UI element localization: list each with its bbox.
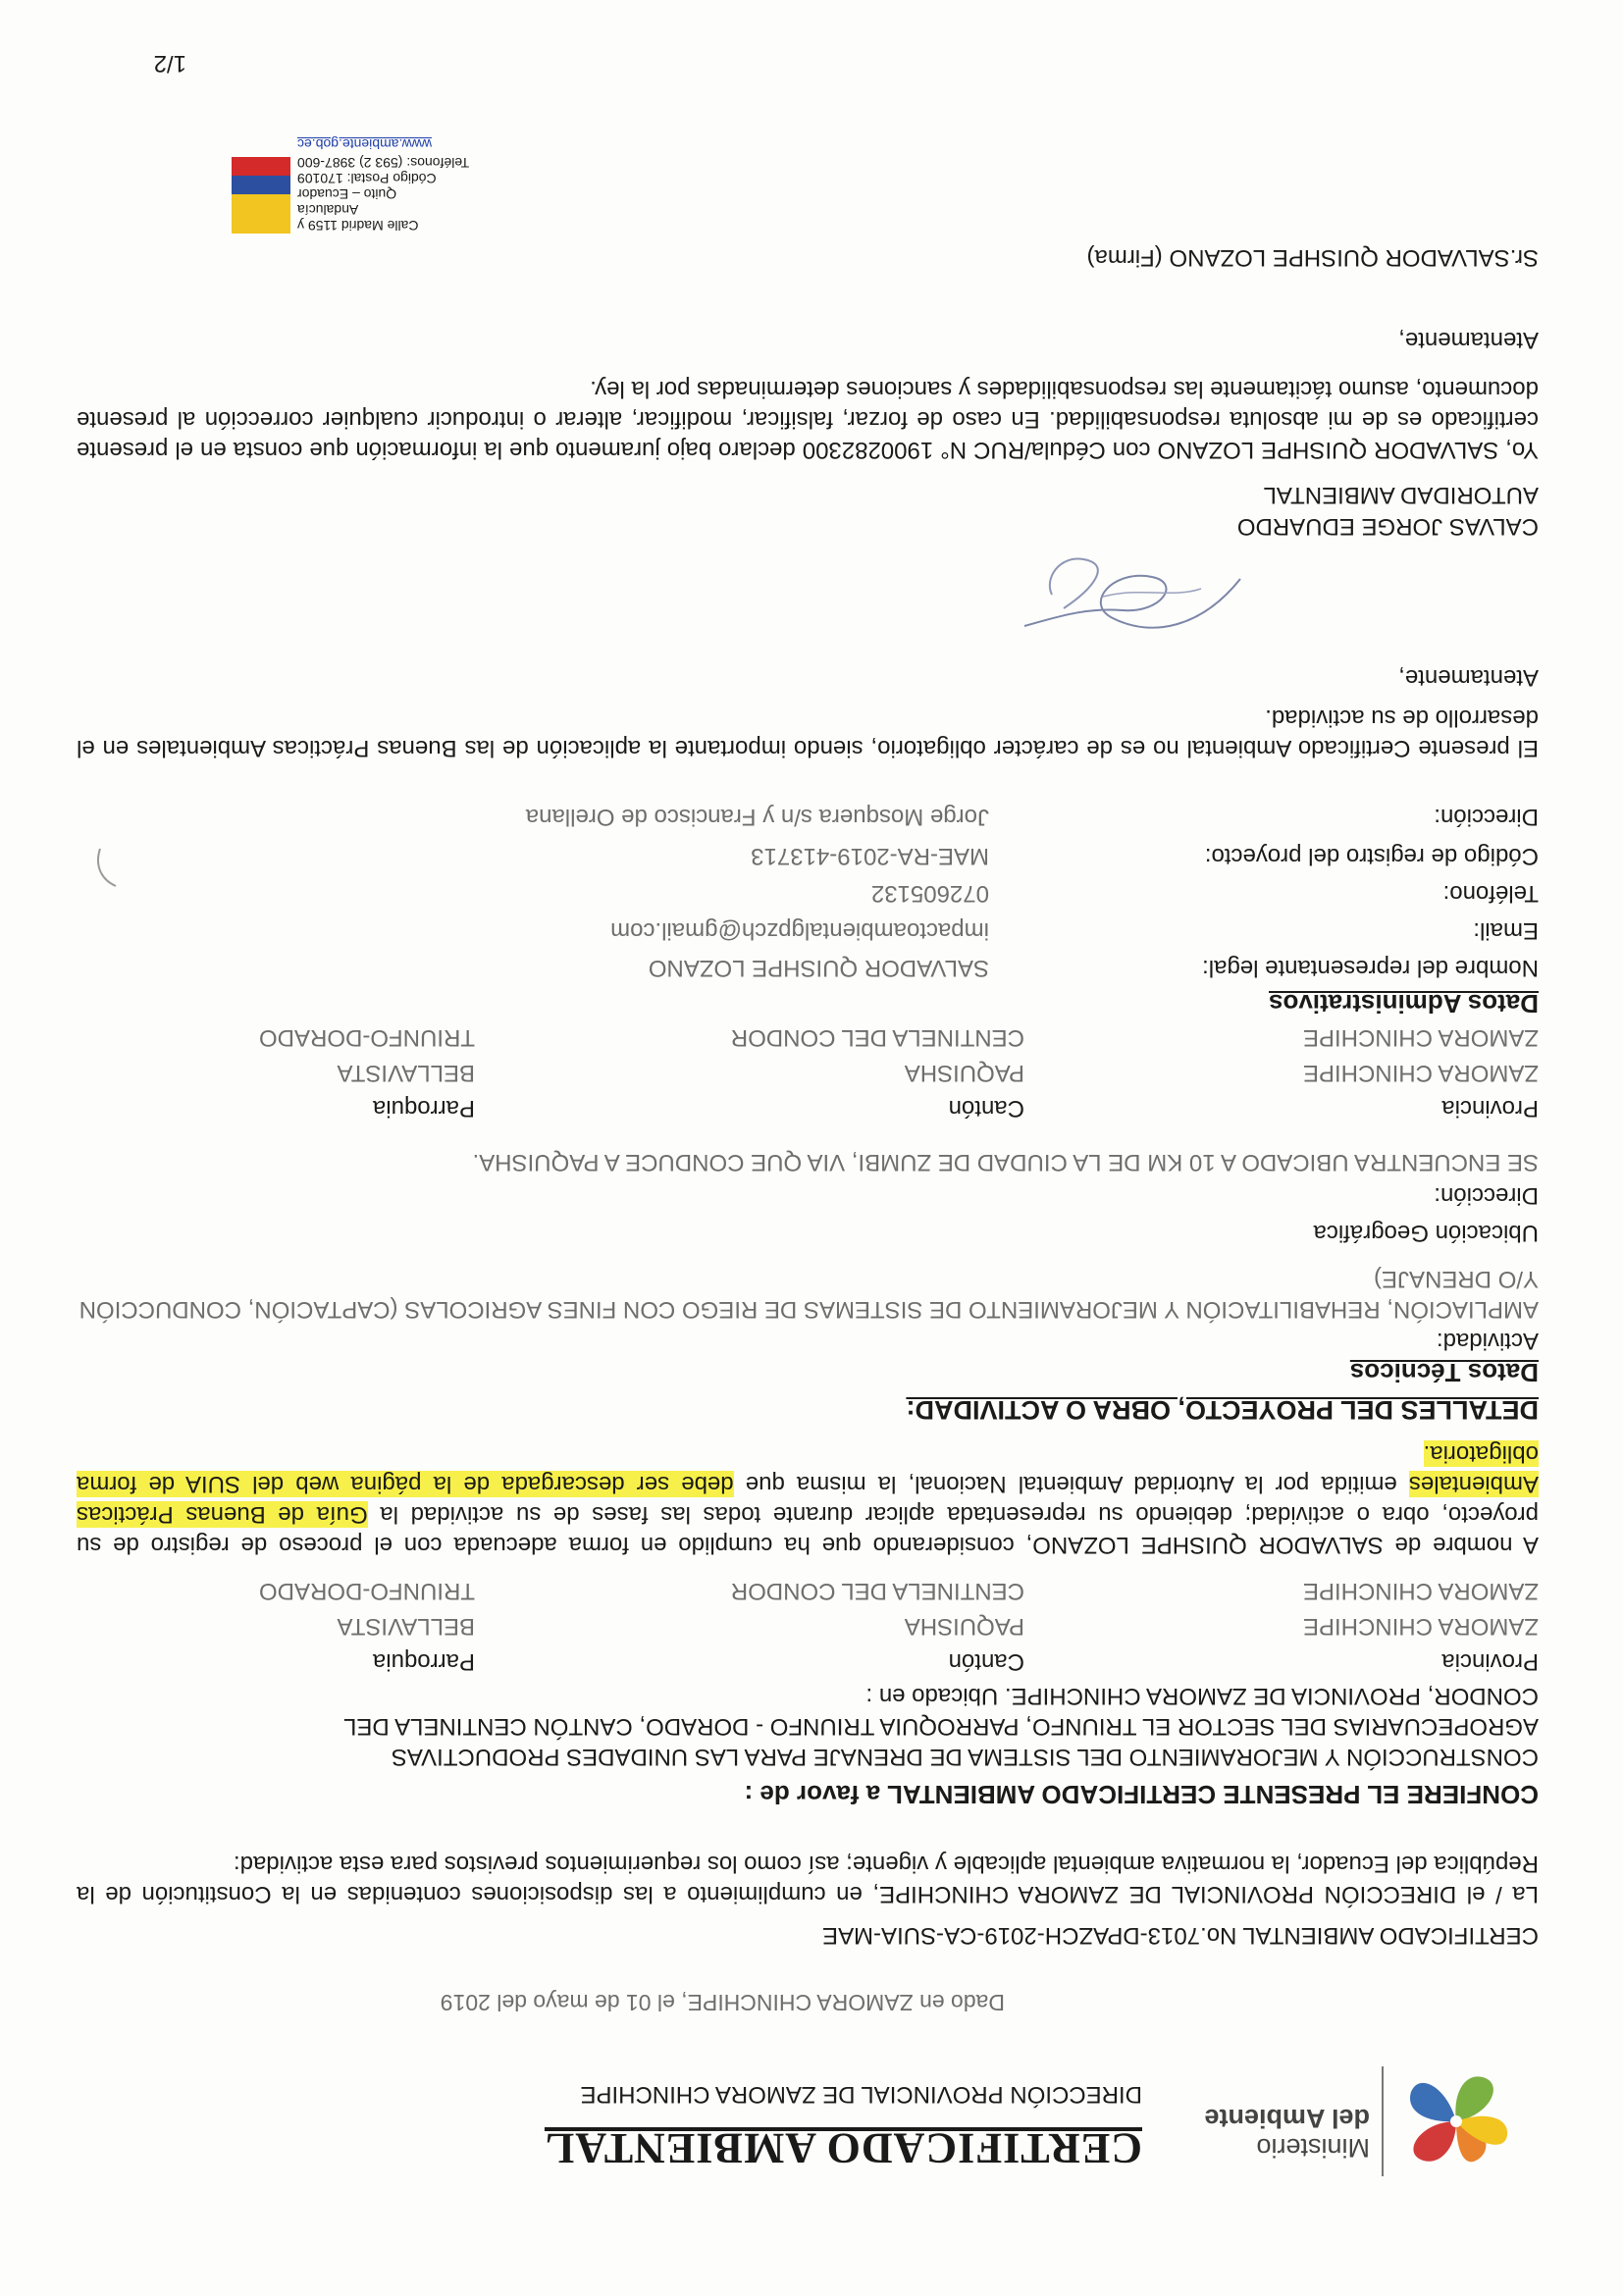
address-value: Jorge Mosquera s/n y Francisco de Orellana	[525, 804, 989, 830]
cell-provincia: ZAMORA CHINCHIPE	[1302, 1613, 1539, 1640]
closing-regards-2: Atentamente,	[1398, 327, 1539, 353]
document-title: CERTIFICADO AMBIENTAL	[544, 2124, 1142, 2172]
project-name: CONSTRUCCIÓN Y MEJORAMIENTO DEL SISTEMA DE DRENAJE PARA LAS UNIDADES PRODUCTIVAS AGROPECUARIAS DEL SECTOR EL TRIUNFO, PARROQUIA TRIUNFO - DORADO, CANTÓN CENTINELA DEL CONDOR, PROVINCIA DE ZAMORA CHINCHIPE. Ubicado en :	[343, 1683, 1539, 1770]
signer-role: AUTORIDAD AMBIENTAL	[1263, 482, 1539, 508]
ecuador-flag-icon	[232, 157, 290, 234]
logo-divider	[1382, 2066, 1384, 2176]
header-canton: Cantón	[948, 1648, 1024, 1675]
geographic-location-heading: Ubicación Geográfica	[1313, 1220, 1539, 1246]
intro-paragraph: La / el DIRECCIÓN PROVINCIAL DE ZAMORA CHINCHIPE, en cumplimiento a las disposiciones contenidas en la Constitución de la República del Ecuador, la normativa ambiental aplicable y vigente; así como los requerimientos previstos para esta actividad:	[77, 1851, 1539, 1907]
footer-address-line4: Teléfonos: (593 2) 3987-600	[297, 155, 470, 171]
email-label: Email:	[1473, 917, 1539, 944]
project-code-label: Código de registro del proyecto:	[1204, 843, 1539, 869]
header-canton: Cantón	[948, 1095, 1024, 1122]
oath-paragraph: Yo, SALVADOR QUISHPE LOZANO con Cédula/RUC N° 1900282300 declaro bajo juramento que la información que consta en el presente certificado es de mi absoluta responsabilidad. En caso de forzar, falsificar, modificar, alterar o introducir cualquier corrección al presente documento, asumo tácitamente las responsabilidades y sanciones determinadas por la ley.	[77, 376, 1539, 463]
location-table-header	[47, 1092, 1539, 1123]
pencil-mark-icon	[84, 845, 124, 890]
footer-website-link[interactable]: www.ambiente.gob.ec	[297, 136, 432, 152]
cell-canton: PAQUISHA	[904, 1613, 1024, 1640]
highlighted-guide-name: Guía de Buenas Prácticas Ambientales	[76, 1471, 1539, 1528]
activity-value: AMPLIACIÓN, REHABILITACIÓN Y MEJORAMIENTO DE SISTEMAS DE RIEGO CON FINES AGRICOLAS (CAPTACIÓN, CONDUCCIÓN Y/O DRENAJE)	[79, 1266, 1539, 1323]
footer-address	[297, 155, 479, 234]
cell-parroquia: TRIUNFO-DORADO	[259, 1578, 475, 1604]
project-details-heading: DETALLES DEL PROYECTO, OBRA O ACTIVIDAD:	[906, 1395, 1539, 1425]
address-label: Dirección:	[1434, 804, 1539, 830]
address-row	[165, 801, 1539, 832]
closing-regards: Atentamente,	[1398, 664, 1539, 691]
highlighted-download-notice: debe ser descargada de la página web del SUIA de forma obligatoria.	[76, 1440, 1539, 1497]
cell-canton: CENTINELA DEL CONDOR	[730, 1024, 1024, 1051]
phone-value: 072605132	[870, 880, 989, 907]
legal-representative-row	[165, 952, 1539, 983]
header-provincia: Provincia	[1441, 1095, 1539, 1122]
footer-address-line2: Quito – Ecuador	[297, 186, 397, 202]
ministry-name	[1204, 2104, 1370, 2163]
project-code-value: MAE-RA-2019-413713	[751, 843, 989, 869]
footer-address-line1: Calle Madrid 1159 y Andalucía	[297, 202, 419, 234]
page-number: 1/2	[153, 50, 186, 77]
certificate-number: CERTIFICADO AMBIENTAL No.7013-DPAZCH-2019-CA-SUIA-MAE	[822, 1922, 1539, 1949]
cell-provincia: ZAMORA CHINCHIPE	[1302, 1024, 1539, 1051]
cell-canton: CENTINELA DEL CONDOR	[730, 1578, 1024, 1604]
project-code-row	[165, 840, 1539, 871]
header-provincia: Provincia	[1441, 1648, 1539, 1675]
legal-representative-value: SALVADOR QUISHPE LOZANO	[648, 955, 989, 981]
header-parroquia: Parroquia	[372, 1095, 475, 1122]
phone-label: Teléfono:	[1442, 880, 1539, 907]
legal-representative-label: Nombre del representante legal:	[1202, 955, 1539, 981]
signer-name: CALVAS JORGE EDUARDO	[1236, 513, 1539, 540]
statement-paragraph: El presente Certificado Ambiental no es de carácter obligatorio, siendo importante la aplicación de las Buenas Prácticas Ambientales en el desarrollo de su actividad.	[77, 704, 1539, 761]
table-row	[47, 1057, 1539, 1088]
direction-label: Dirección:	[1434, 1182, 1539, 1209]
email-value: impactoambientalgpzch@gmail.com	[610, 917, 989, 944]
email-row	[165, 914, 1539, 946]
cell-parroquia: BELLAVISTA	[337, 1613, 475, 1640]
cell-parroquia: BELLAVISTA	[337, 1060, 475, 1086]
location-table-header	[47, 1645, 1539, 1677]
header-parroquia: Parroquia	[372, 1648, 475, 1675]
ministry-name-line1: Ministerio	[1256, 2133, 1370, 2163]
table-row	[47, 1610, 1539, 1642]
cell-provincia: ZAMORA CHINCHIPE	[1302, 1578, 1539, 1604]
issue-date: Dado en ZAMORA CHINCHIPE, el 01 de mayo del 2019	[440, 1990, 1005, 2015]
footer-address-line3: Código Postal: 170109	[297, 171, 437, 186]
administrative-data-heading: Datos Administrativos	[1269, 989, 1539, 1018]
award-text-part2: emitida por la Autoridad Ambiental Nacional, la misma que	[733, 1471, 1409, 1497]
table-row	[47, 1021, 1539, 1053]
cell-canton: PAQUISHA	[904, 1060, 1024, 1086]
table-row	[47, 1575, 1539, 1606]
department-name: DIRECCIÓN PROVINCIAL DE ZAMORA CHINCHIPE	[580, 2081, 1142, 2108]
phone-row	[165, 877, 1539, 909]
ministry-name-line2: del Ambiente	[1204, 2104, 1370, 2133]
signature-icon	[1005, 549, 1260, 648]
cell-provincia: ZAMORA CHINCHIPE	[1302, 1060, 1539, 1086]
cell-parroquia: TRIUNFO-DORADO	[259, 1024, 475, 1051]
ministry-logo-icon	[1387, 2062, 1525, 2180]
confiere-heading: CONFIERE EL PRESENTE CERTIFICADO AMBIENTAL a favor de :	[744, 1780, 1539, 1809]
activity-label: Actividad:	[1436, 1328, 1539, 1354]
award-text-part1: A nombre de SALVADOR QUISHPE LOZANO, considerando que ha cumplido en forma adecuada con el proceso de registro de su proyecto, obra o actividad; debiendo su representada aplicar durante todas las fases de su actividad la	[77, 1501, 1539, 1558]
technical-data-heading: Datos Técnicos	[1349, 1358, 1539, 1387]
representative-signature-line: Sr.SALVADOR QUISHPE LOZANO (Firma)	[1086, 244, 1539, 271]
award-paragraph	[77, 1438, 1539, 1560]
direction-value: SE ENCUENTRA UBICADO A 10 KM DE LA CIUDAD DE ZUMBI, VIA QUE CONDUCE A PAQUISHA.	[472, 1149, 1539, 1175]
